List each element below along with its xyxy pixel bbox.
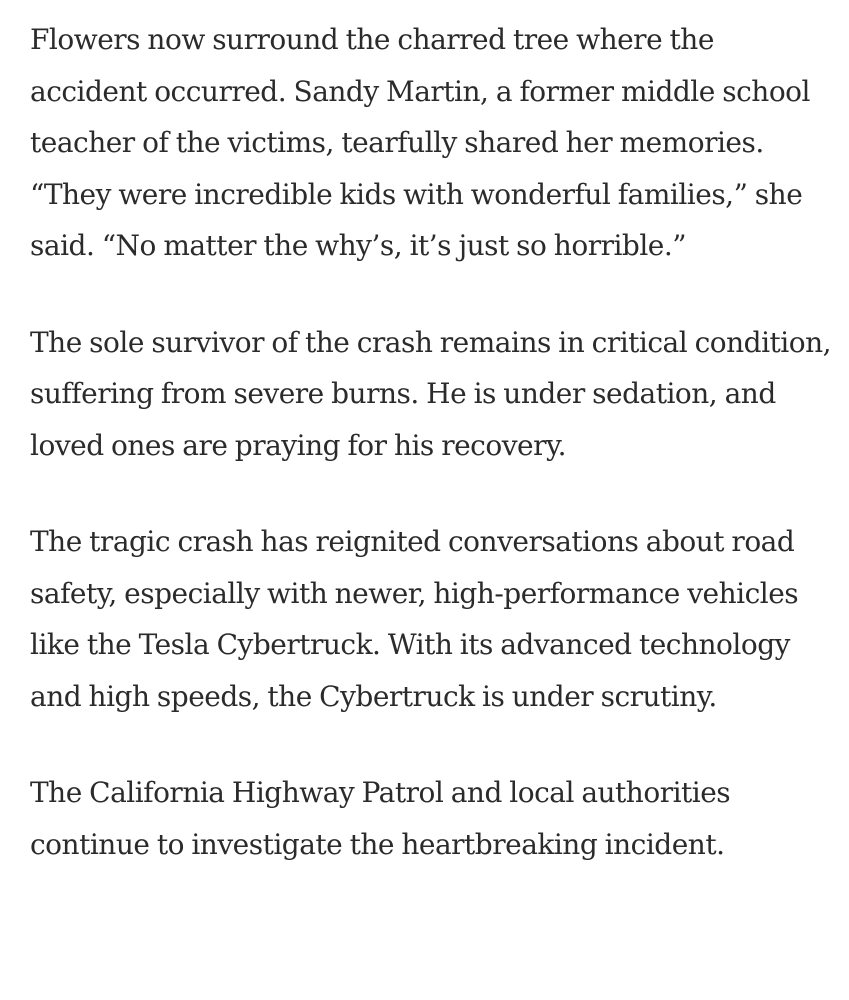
article-body — [30, 14, 835, 870]
paragraph-memorial: Flowers now surround the charred tree where the accident occurred. Sandy Martin, a former middle school teacher of the victims, tearfully shared her memories. “They were incredible kids with wonderful families,” she said. “No matter the why’s, it’s just so horrible.” — [30, 23, 810, 262]
paragraph-survivor: The sole survivor of the crash remains in critical condition, suffering from severe burns. He is under sedation, and loved ones are praying for his recovery. — [30, 325, 832, 462]
paragraph-road-safety: The tragic crash has reignited conversations about road safety, especially with newer, high-performance vehicles like the Tesla Cybertruck. With its advanced technology and high speeds, the Cybertruck is under scrutiny. — [30, 525, 799, 713]
paragraph-investigation: The California Highway Patrol and local authorities continue to investigate the heartbreaking incident. — [30, 776, 731, 861]
